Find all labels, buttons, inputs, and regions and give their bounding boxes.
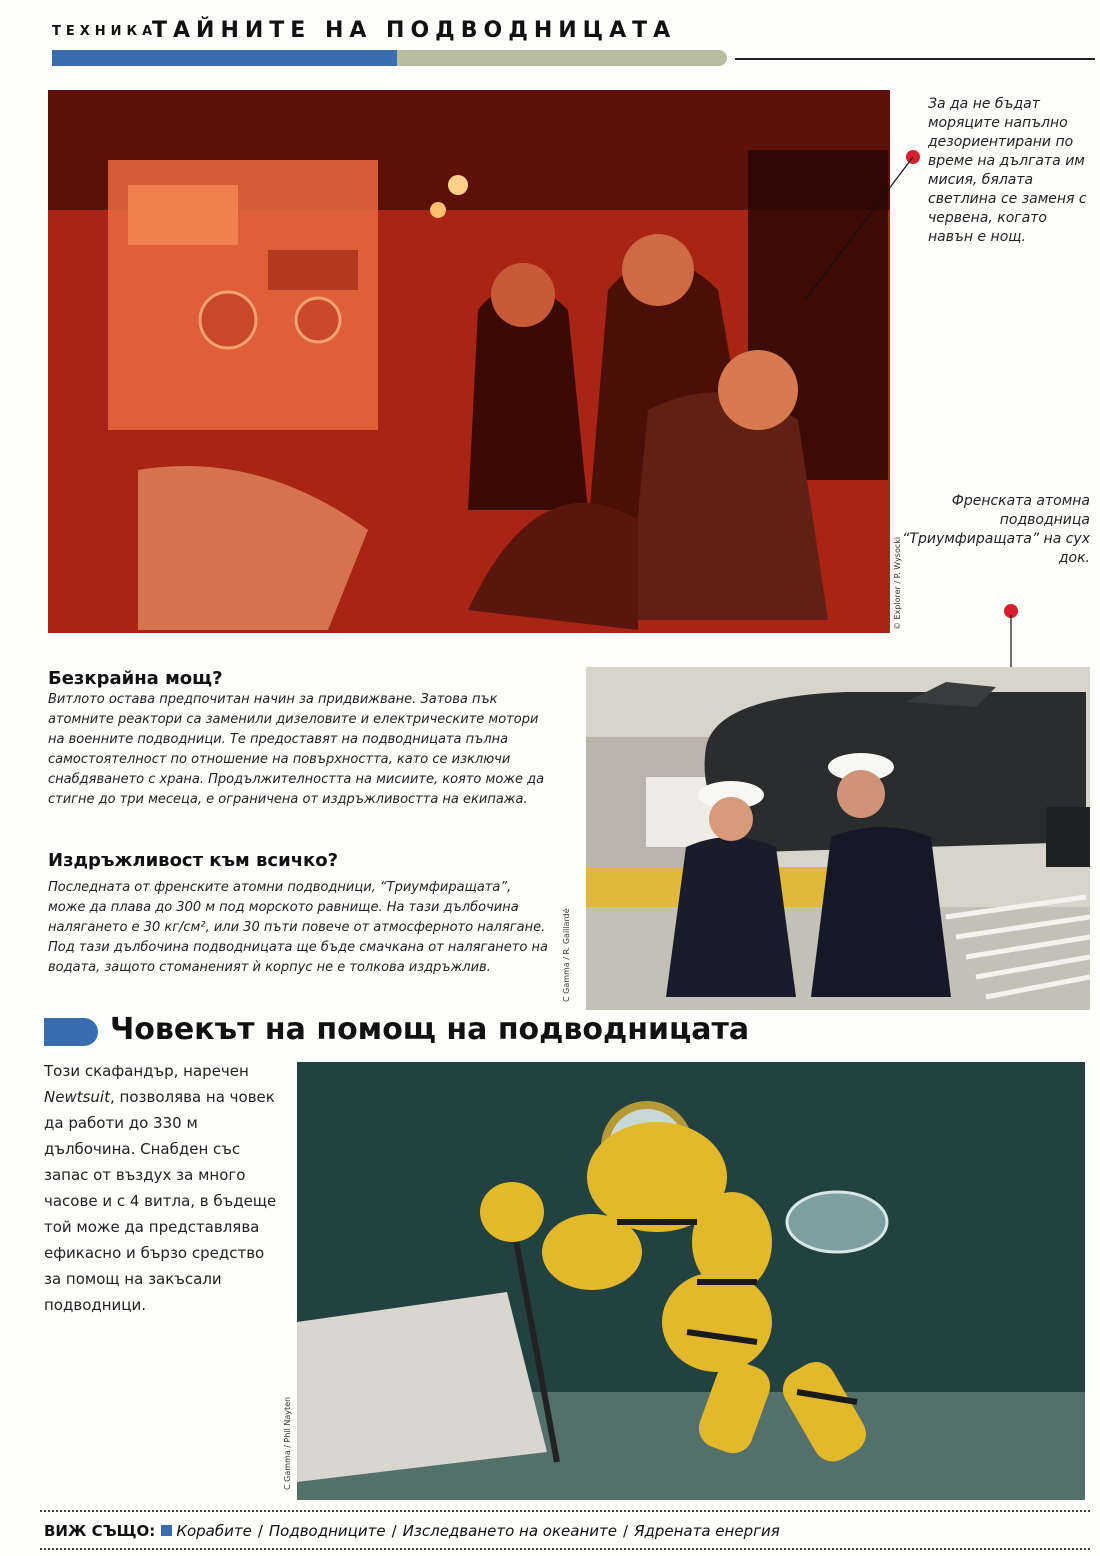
photo-control-room-red-light <box>48 90 890 633</box>
feature-body-text: , позволява на човек да работи до 330 м дълбочина. Снабден със запас от въздух за много часове и с 4 витла, в бъдеще той може да представлява ефикасно и бързо средство за помощ на закъсали подводници. <box>44 1088 277 1314</box>
section-body: Последната от френските атомни подводници, “Триумфиращата”, може да плава до 300 м под морското равнище. На тази дълбочина налягането е 30 кг/см², или 30 пъти повече от атмосферното налягане. Под тази дълбочина подводницата ще бъде смачкана от налягането на водата, защото стоманеният ѝ корпус не е толкова издръжлив. <box>48 880 548 975</box>
newtsuit-illustration <box>297 1062 1085 1500</box>
photo-credit: © Explorer / P. Wysocki <box>893 536 902 630</box>
photo-submarine-dry-dock <box>586 667 1090 1010</box>
photo-credit: C Gamma / R. Gaillardé <box>562 908 571 1002</box>
section-title: Издръжливост към всичко? <box>48 850 339 871</box>
page-title: ТАЙНИТЕ НА ПОДВОДНИЦАТА <box>152 18 677 43</box>
see-also-link[interactable]: Изследването на океаните <box>402 1522 617 1540</box>
see-also-label: ВИЖ СЪЩО: <box>44 1522 156 1540</box>
footer-see-also <box>44 1522 780 1540</box>
feature-body <box>44 1058 284 1318</box>
photo-credit: C Gamma / Phil Nayten <box>283 1396 292 1490</box>
see-also-link[interactable]: Подводниците <box>268 1522 386 1540</box>
see-also-link[interactable]: Ядрената енергия <box>634 1522 780 1540</box>
section-heading-tab <box>44 1018 98 1046</box>
photo-newtsuit-diver <box>297 1062 1085 1500</box>
feature-body-text: Този скафандър, наречен <box>44 1062 249 1080</box>
see-also-link[interactable]: Корабите <box>176 1522 252 1540</box>
square-bullet-icon <box>161 1525 172 1536</box>
section-category: ТЕХНИКА <box>52 24 158 39</box>
header-bar-green <box>397 50 727 66</box>
section-title: Безкрайна мощ? <box>48 668 223 689</box>
header-bar-blue <box>52 50 397 66</box>
footer-divider <box>40 1548 1090 1550</box>
caption-leader-line <box>800 150 920 310</box>
separator: / <box>257 1522 263 1540</box>
feature-body-term: Newtsuit <box>44 1088 110 1106</box>
header-rule <box>735 58 1095 60</box>
caption-dry-dock: Френската атомна подводница “Триумфиращата” на сух док. <box>902 493 1090 566</box>
feature-title: Човекът на помощ на подводницата <box>110 1012 750 1047</box>
footer-divider <box>40 1510 1090 1512</box>
dry-dock-illustration <box>586 667 1090 1010</box>
caption-red-light: За да не бъдат моряците напълно дезориентирани по време на дългата им мисия, бялата светлина се заменя с червена, когато навън е нощ. <box>928 96 1087 245</box>
separator: / <box>623 1522 629 1540</box>
separator: / <box>391 1522 397 1540</box>
control-room-illustration <box>48 90 890 633</box>
section-body: Витлото остава предпочитан начин за придвижване. Затова пък атомните реактори са заменили дизеловите и електрическите мотори на военните подводници. Те предоставят на подводницата пълна самостоятелност по отношение на повърхността, като се изключи снабдяването с храна. Продължителността на мисиите, която може да стигне до три месеца, е ограничена от издръжливостта на екипажа. <box>48 692 545 807</box>
